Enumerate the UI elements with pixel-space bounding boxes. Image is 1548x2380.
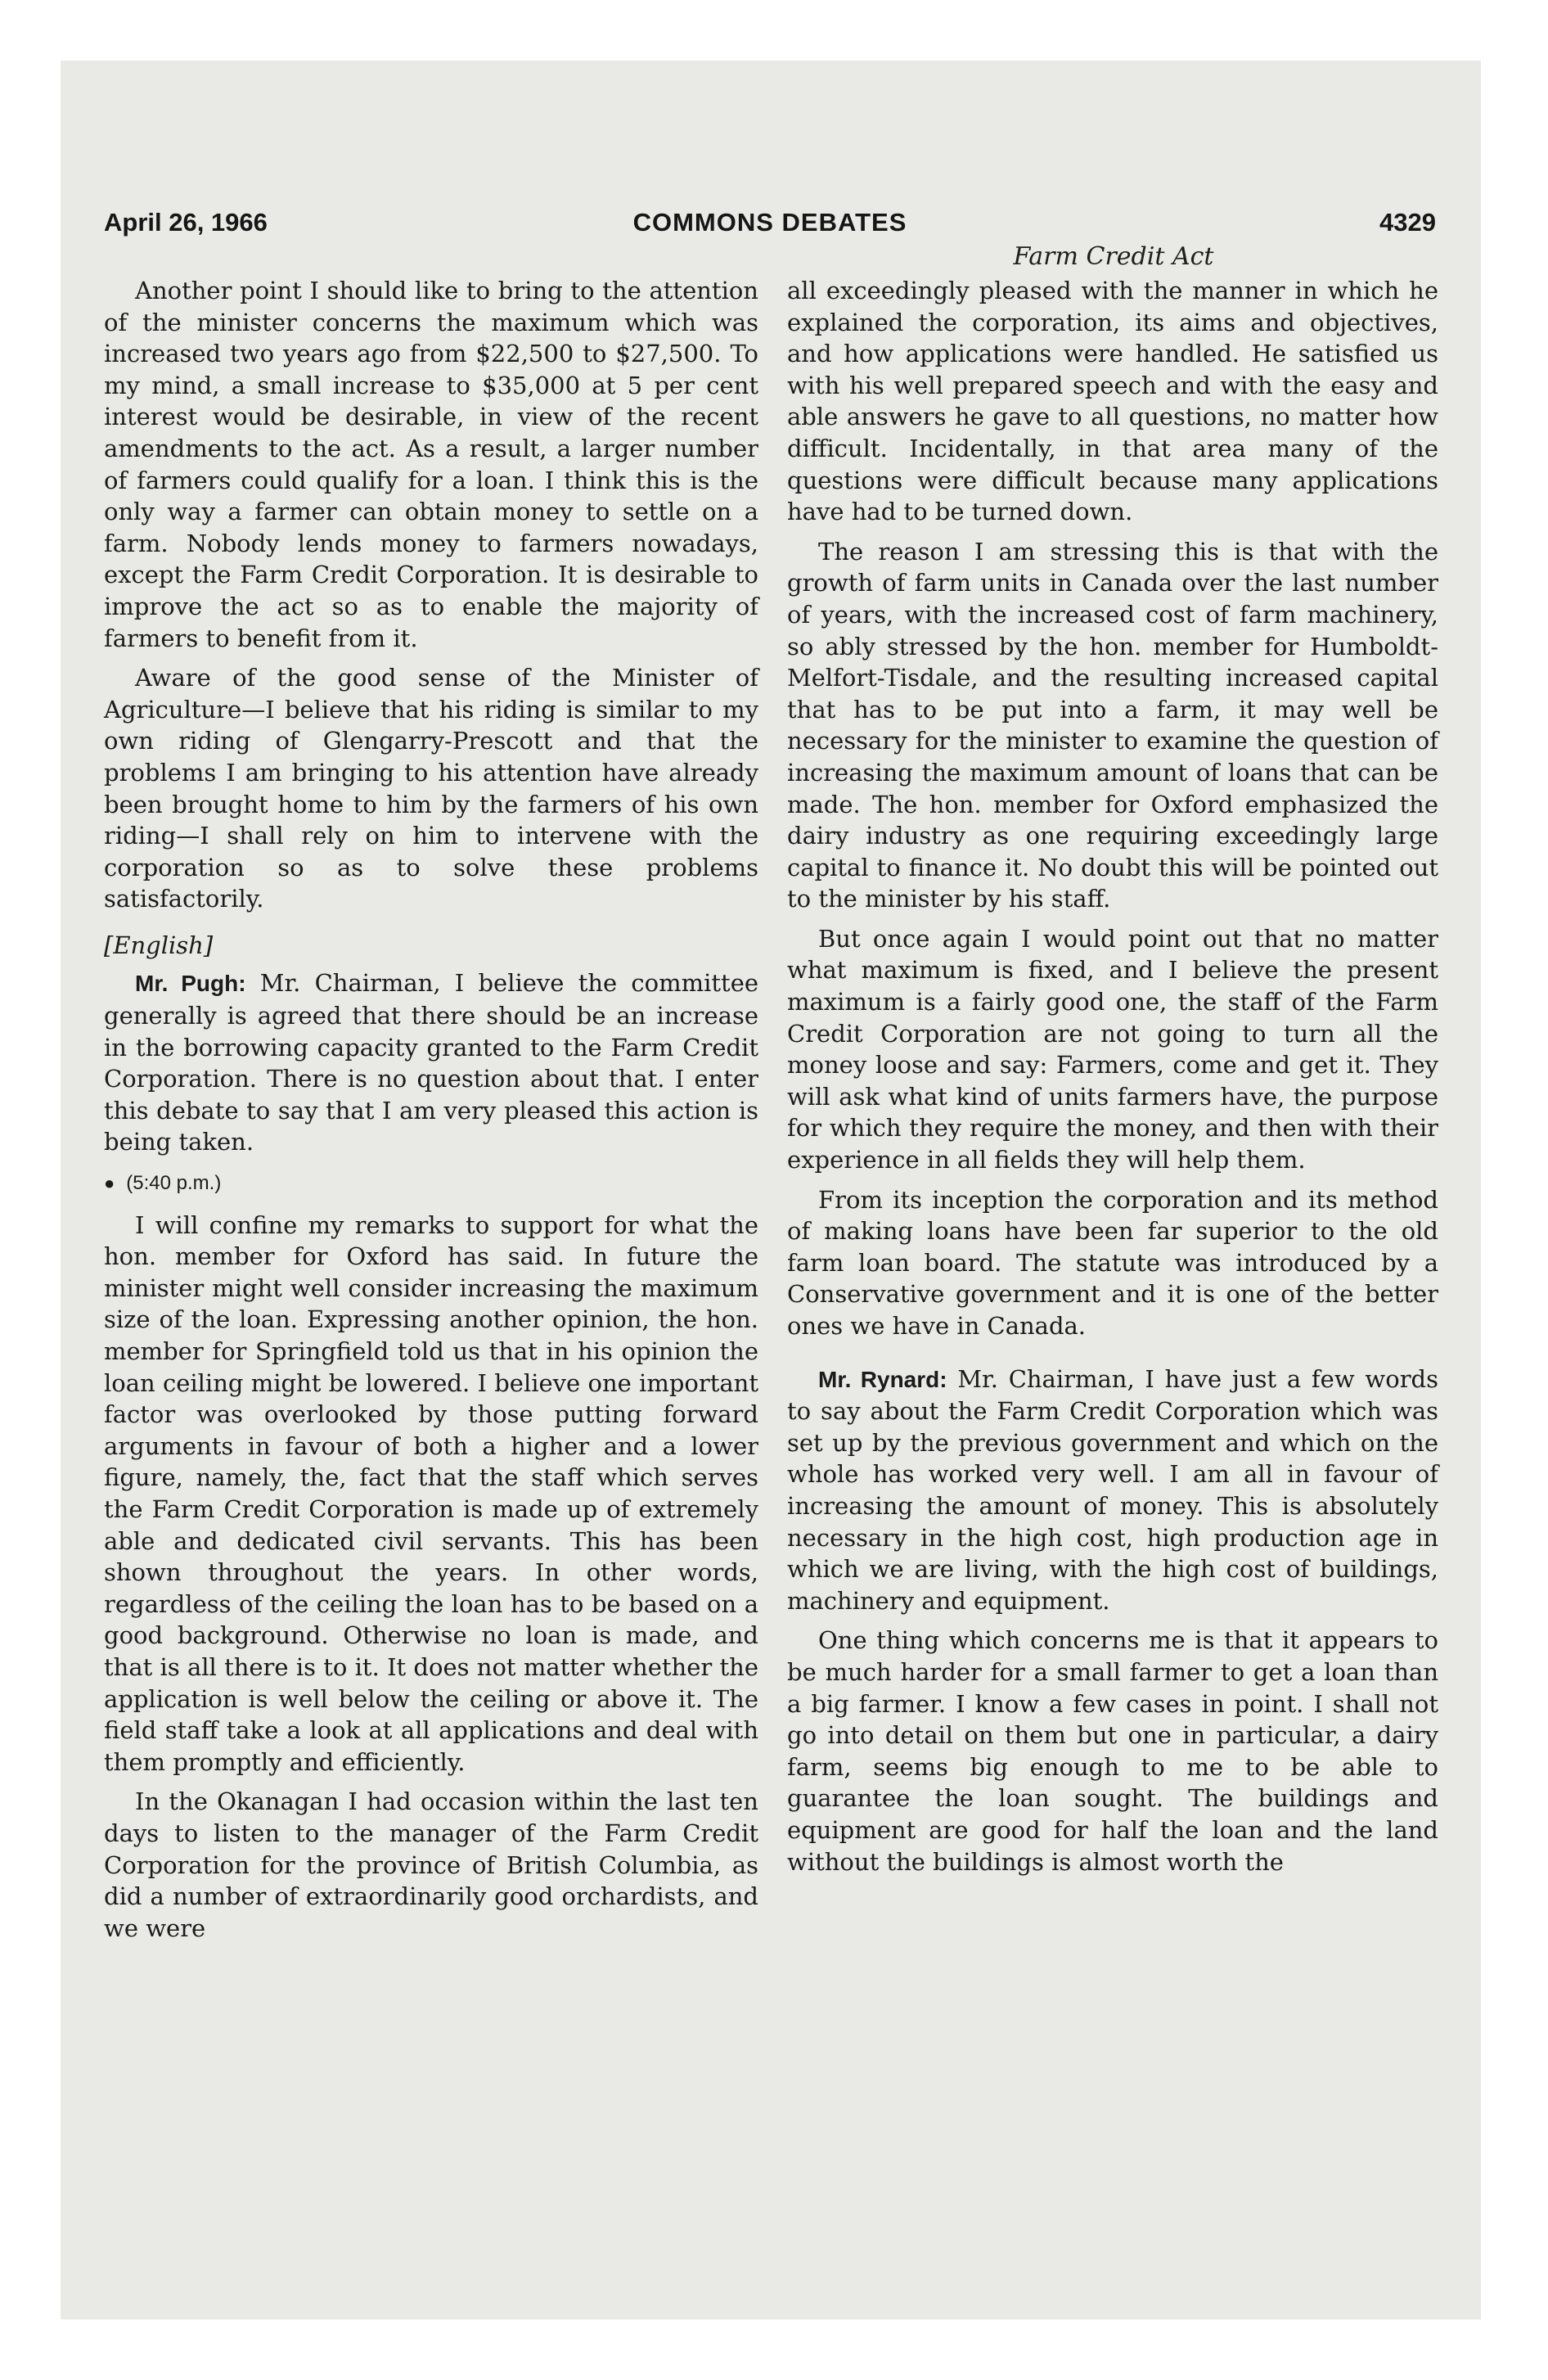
speech-paragraph <box>104 967 758 1158</box>
paragraph: I will confine my remarks to support for what the hon. member for Oxford has said. In future the minister might well consider increasing the maximum size of the loan. Expressing another opinion, the hon. member for Springfield told us that in his opinion the loan ceiling might be lowered. I believe one important factor was overlooked by those putting forward arguments in favour of both a higher and a lower figure, namely, the, fact that the staff which serves the Farm Credit Corporation is made up of extremely able and dedicated civil servants. This has been shown throughout the years. In other words, regardless of the ceiling the loan has to be based on a good background. Otherwise no loan is made, and that is all there is to it. It does not matter whether the application is well below the ceiling or above it. The field staff take a look at all applications and deal with them promptly and efficiently. <box>104 1210 758 1776</box>
time-marker <box>104 1168 758 1200</box>
speaker-name: Mr. Rynard: <box>818 1366 947 1392</box>
speech-text: Mr. Chairman, I believe the committee generally is agreed that there should be an increase in the borrowing capacity granted to the Farm Credit Corporation. There is no question about that. I enter this debate to say that I am very pleased this action is being taken. <box>104 969 759 1156</box>
header-date: April 26, 1966 <box>104 208 268 237</box>
speech-text: Mr. Chairman, I have just a few words to say about the Farm Credit Corporation which was set up by the previous government and which on the whole has worked very well. I am all in favour of increasing the amount of money. This is absolutely necessary in the high cost, high production age in which we are living, with the high cost of buildings, machinery and equipment. <box>787 1364 1439 1615</box>
paragraph: Aware of the good sense of the Minister of Agriculture—I believe that his riding is similar to my own riding of Glengarry-Prescott and that the problems I am bringing to his attention have already been brought home to him by the farmers of his own riding—I shall rely on him to intervene with the corporation so as to solve these problems satisfactorily. <box>104 664 758 913</box>
bullet-icon: ● <box>104 1173 115 1194</box>
paragraph: The reason I am stressing this is that with the growth of farm units in Canada over the last number of years, with the increased cost of farm machinery, so ably stressed by the hon. member for Humboldt-Melfort-Tisdale, and the resulting increased capital that has to be put into a farm, it may well be necessary for the minister to examine the question of increasing the maximum amount of loans that can be made. The hon. member for Oxford emphasized the dairy industry as one requiring exceedingly large capital to finance it. No doubt this will be pointed out to the minister by his staff. <box>787 537 1438 913</box>
spacer <box>787 1350 1438 1364</box>
paragraph: all exceedingly pleased with the manner in which he explained the corporation, its aims and objectives, and how applications were handled. He satisfied us with his well prepared speech and with the easy and able answers he gave to all questions, no matter how difficult. Incidentally, in that area many of the questions were difficult because many applications have had to be turned down. <box>787 277 1438 526</box>
paragraph: Another point I should like to bring to the attention of the minister concerns the maximum which was increased two years ago from $22,500 to $27,500. To my mind, a small increase to $35,000 at 5 per cent interest would be desirable, in view of the recent amendments to the act. As a result, a larger number of farmers could qualify for a loan. I think this is the only way a farmer can obtain money to settle on a farm. Nobody lends money to farmers nowadays, except the Farm Credit Corporation. It is desirable to improve the act so as to enable the majority of farmers to benefit from it. <box>104 277 758 652</box>
right-column <box>787 275 1438 2247</box>
paragraph: In the Okanagan I had occasion within the last ten days to listen to the manager of the Farm Credit Corporation for the province of British Columbia, as did a number of extraordinarily good orchardists, and we were <box>104 1787 758 1942</box>
left-column <box>104 275 758 2247</box>
running-subject: Farm Credit Act <box>1013 242 1214 271</box>
paragraph: One thing which concerns me is that it appears to be much harder for a small farmer to get a loan than a big farmer. I know a few cases in point. I shall not go into detail on them but one in particular, a dairy farm, seems big enough to me to be able to guarantee the loan sought. The buildings and equipment are good for half the loan and the land without the buildings is almost worth the <box>787 1626 1438 1876</box>
page-number: 4329 <box>1379 208 1436 237</box>
speech-paragraph <box>787 1364 1438 1617</box>
paragraph: From its inception the corporation and its method of making loans have been far superior to the old farm loan board. The statute was introduced by a Conservative government and it is one of the better ones we have in Canada. <box>787 1185 1438 1340</box>
paragraph: But once again I would point out that no matter what maximum is fixed, and I believe the present maximum is a fairly good one, the staff of the Farm Credit Corporation are not going to turn all the money loose and say: Farmers, come and get it. They will ask what kind of units farmers have, the purpose for which they require the money, and then with their experience in all fields they will help them. <box>787 924 1438 1174</box>
time-text: (5:40 p.m.) <box>126 1172 222 1195</box>
header-title: COMMONS DEBATES <box>632 208 907 237</box>
language-note: [English] <box>104 931 214 959</box>
speaker-name: Mr. Pugh: <box>135 971 246 997</box>
